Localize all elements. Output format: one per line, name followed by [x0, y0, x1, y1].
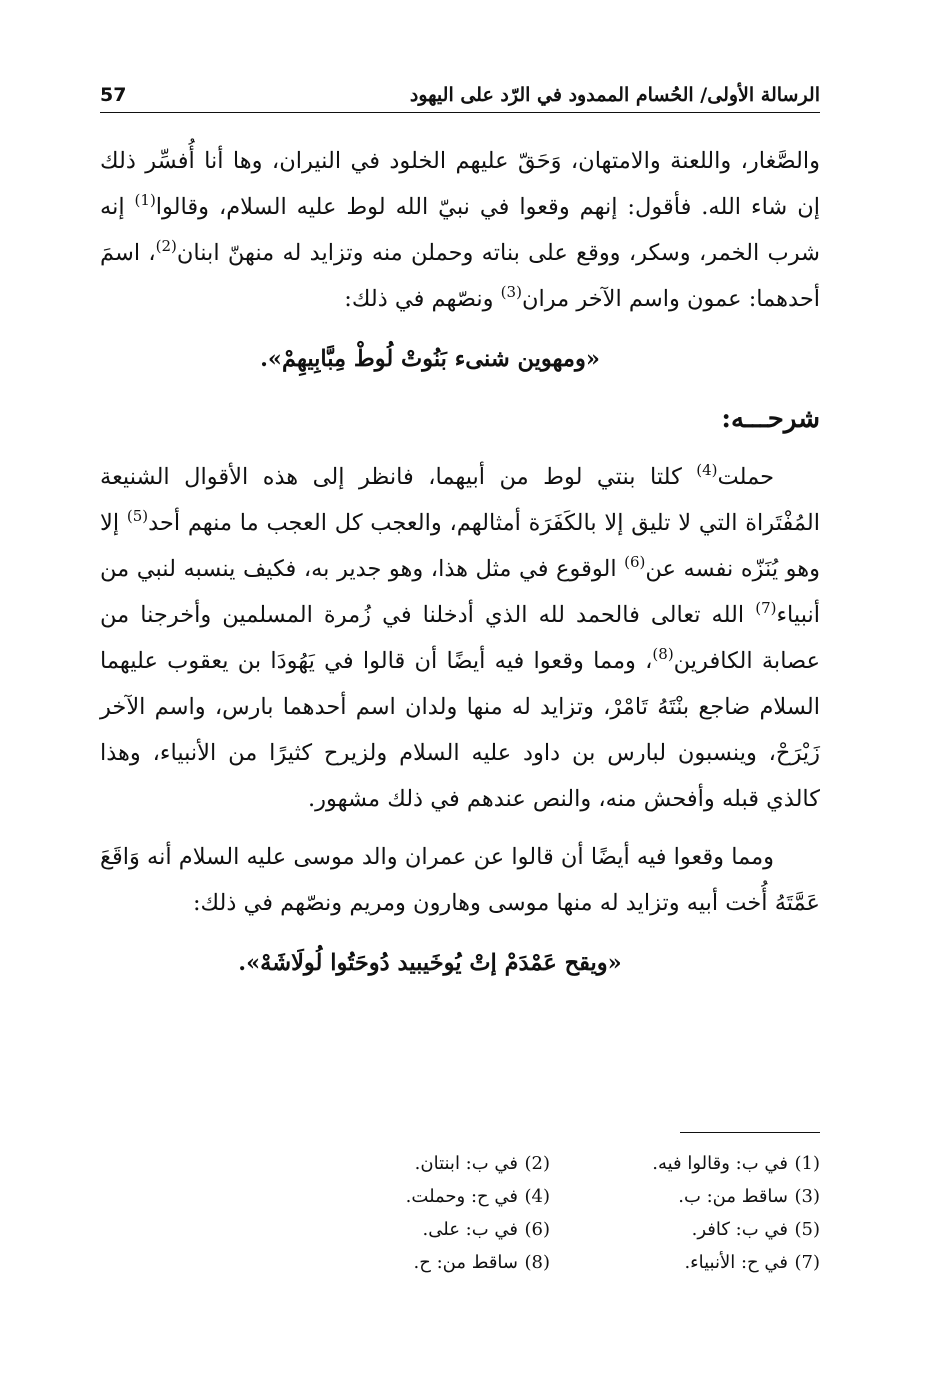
footnote-divider [680, 1132, 820, 1133]
footnote-text: في ب: على. [422, 1219, 518, 1240]
footnote-ref-3: (3) [500, 283, 522, 301]
footnote-number: (7) [794, 1252, 820, 1273]
footnote-ref-4: (4) [696, 461, 718, 479]
footnote-item [550, 1214, 820, 1245]
page-header [100, 78, 820, 113]
footnote-item [280, 1247, 550, 1278]
page-number: 57 [100, 84, 127, 106]
paragraph-text: الوقوع في مثل هذا، وهو جدير به، فكيف ينسبه لنبي من أنبياء [100, 556, 820, 628]
footnote-ref-2: (2) [155, 237, 177, 255]
section-heading: شرحـــه: [721, 404, 820, 434]
paragraph-text: ، ومما وقعوا فيه أيضًا أن قالوا في يَهُودَا بن يعقوب عليهما السلام ضاجع بنْتَهُ تَامْرْ، وتزايد له منها ولدان اسم أحدهما بارس، واسم الآخر زَيْرَحْ، وينسبون لبارس بن داود عليه السلام ولزيرح كثيرًا من الأنبياء، وهذا كالذي قبله وأفحش منه، والنص عندهم في ذلك مشهور. [100, 648, 820, 812]
footnote-item [280, 1214, 550, 1245]
paragraph-text: إنه شرب الخمر، وسكر، ووقع على بناته وحملن منه وتزايد له منهنّ ابنان [100, 194, 820, 266]
paragraph-text: والصَّغار، واللعنة والامتهان، وَحَقّ عليهم الخلود في النيران، وها أنا أُفسِّر ذلك إن شاء الله. فأقول: إنهم وقعوا في نبيّ الله لوط عليه السلام، وقالوا [100, 148, 820, 220]
footnotes [280, 1148, 820, 1278]
paragraph-2 [100, 454, 820, 822]
footnote-item [550, 1181, 820, 1212]
page-body [100, 138, 820, 998]
footnote-ref-5: (5) [126, 507, 149, 525]
footnote-number: (1) [794, 1153, 820, 1174]
footnote-text: ساقط من: ب. [678, 1186, 788, 1207]
hebrew-quote-2: «ويقح عَمْدَمْ إتْ يُوخَيبيد دُوحَتُوا لُولَاشَهْ». [238, 950, 622, 976]
paragraph-text: إلا وهو يُنَزّه نفسه عن [100, 510, 821, 582]
footnote-item [550, 1247, 820, 1278]
footnote-number: (8) [524, 1252, 550, 1273]
footnote-ref-7: (7) [755, 599, 777, 617]
paragraph-text: حملت [717, 464, 774, 490]
footnote-text: في ب: كافر. [691, 1219, 788, 1240]
running-title: الرسالة الأولى/ الحُسام الممدود في الرّد على اليهود [409, 84, 820, 106]
footnote-number: (4) [524, 1186, 550, 1207]
footnote-item [280, 1181, 550, 1212]
hebrew-quote-1: «ومهوين شنىء بَنُوتْ لُوطْ مِبَّابِيهِمْ». [260, 346, 600, 372]
paragraph-text: ونصّهم في ذلك: [344, 286, 501, 312]
footnote-item [280, 1148, 550, 1179]
footnote-text: ساقط من: ح. [413, 1252, 518, 1273]
footnote-text: في ب: ابنتان. [414, 1153, 518, 1174]
paragraph-text: ، اسمَ أحدهما: عمون واسم الآخر مران [100, 240, 820, 312]
footnote-ref-6: (6) [624, 553, 646, 571]
footnote-ref-8: (8) [652, 645, 674, 663]
footnote-number: (5) [794, 1219, 820, 1240]
paragraph-3: ومما وقعوا فيه أيضًا أن قالوا عن عمران والد موسى عليه السلام أنه وَاقَعَ عَمَّتَهُ أُخت أبيه وتزايد له منها موسى وهارون ومريم ونصّهم في ذلك: [100, 844, 820, 916]
footnote-number: (2) [524, 1153, 550, 1174]
footnote-ref-1: (1) [134, 191, 156, 209]
footnote-item [550, 1148, 820, 1179]
footnote-text: في ح: وحملت. [405, 1186, 518, 1207]
footnote-text: في ح: الأنبياء. [684, 1252, 788, 1273]
paragraph-text: الله تعالى فالحمد لله الذي أدخلنا في زُمرة المسلمين وأخرجنا من عصابة الكافرين [100, 602, 820, 674]
paragraph-1 [100, 138, 820, 322]
paragraph-text: كلتا بنتي لوط من أبيهما، فانظر إلى هذه الأقوال الشنيعة المُفْتَراة التي لا تليق إلا بالكَفَرَة أمثالهم، والعجب كل العجب ما منهم أحد [100, 464, 820, 536]
footnote-text: في ب: وقالوا فيه. [652, 1153, 788, 1174]
footnote-number: (6) [524, 1219, 550, 1240]
paragraph-gap [100, 822, 820, 834]
footnote-number: (3) [794, 1186, 820, 1207]
